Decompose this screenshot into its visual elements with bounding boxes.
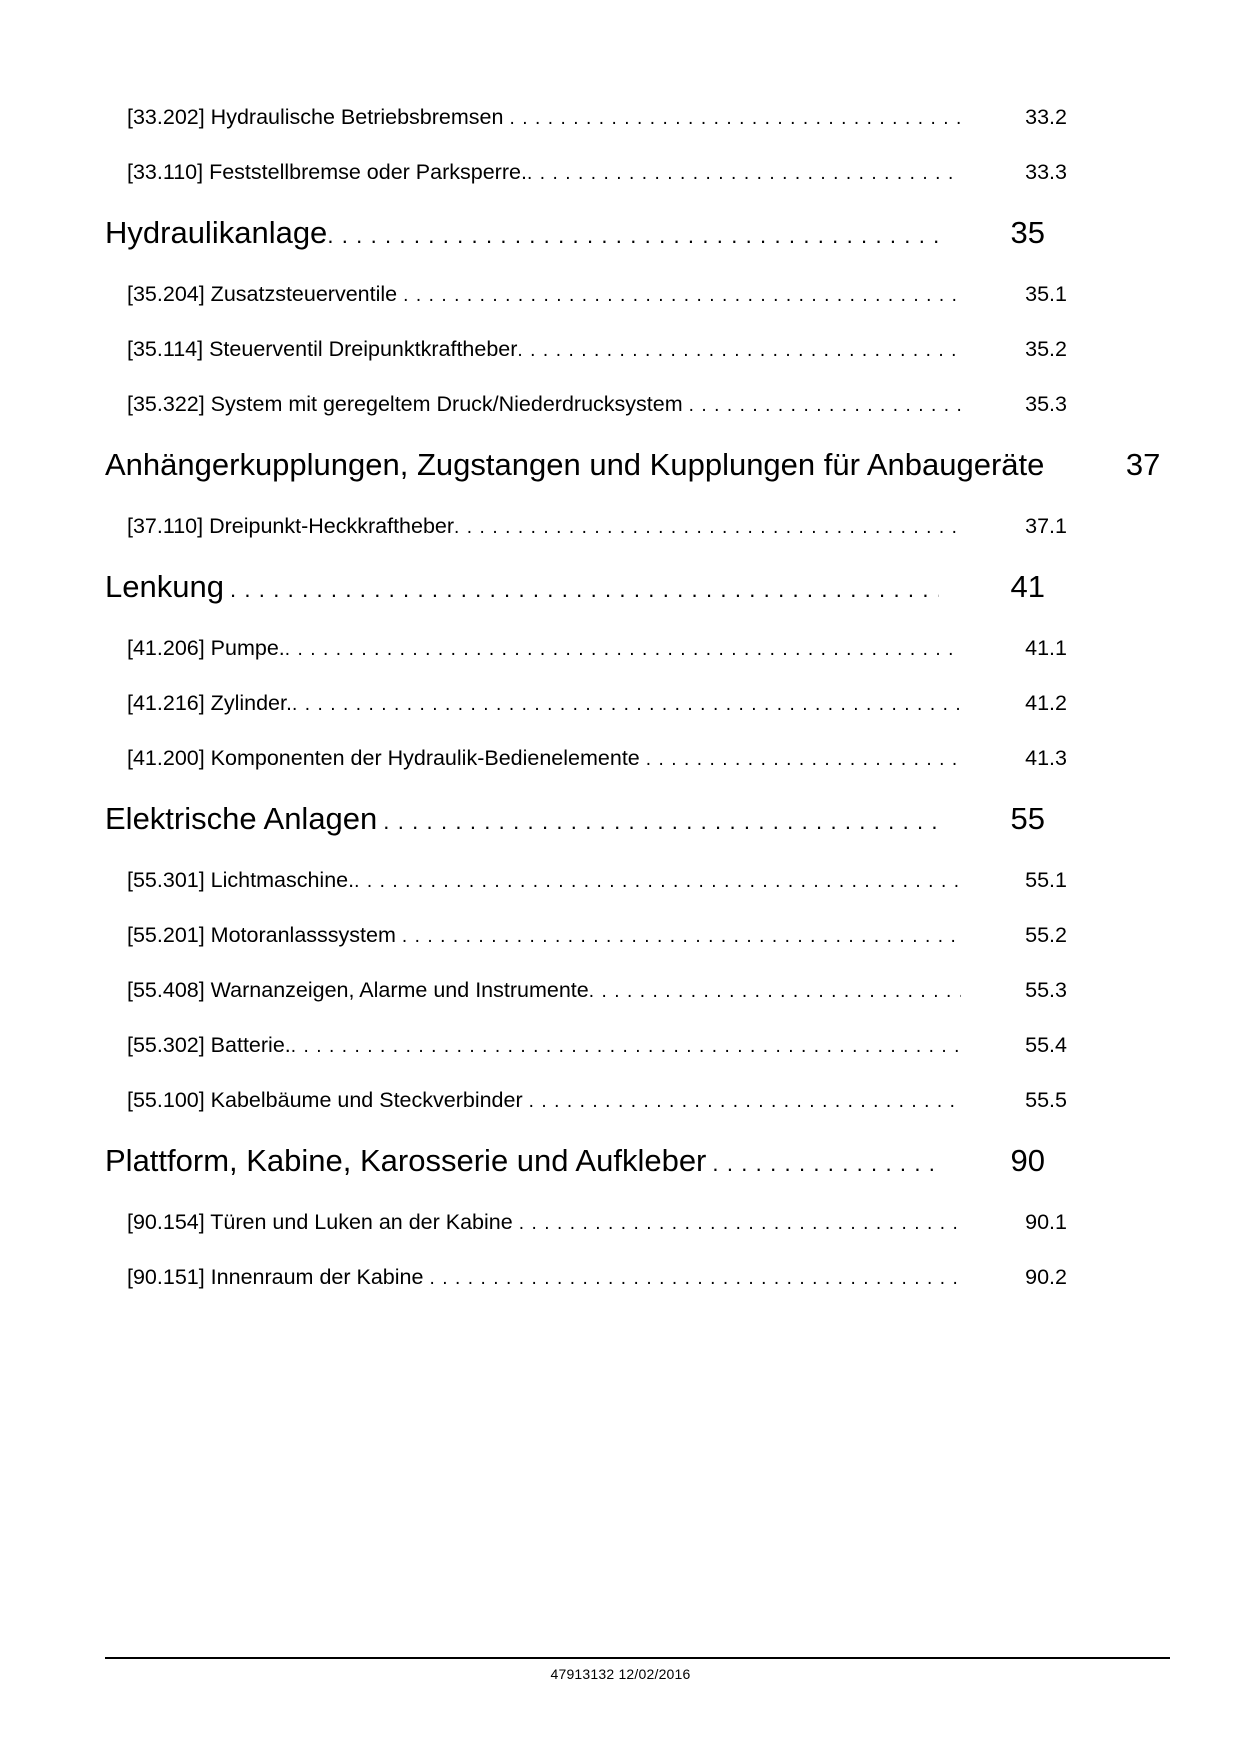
table-of-contents [105, 104, 1161, 1319]
toc-entry-page-number: 90.2 [1025, 1265, 1067, 1289]
toc-section-page-number: 37 [1125, 447, 1161, 482]
toc-entry-row[interactable] [105, 922, 1067, 948]
toc-entry-title: [33.110] Feststellbremse oder Parksperre. [127, 160, 527, 184]
toc-entry-title: [41.216] Zylinder. [127, 691, 292, 715]
dot-leader [292, 690, 961, 710]
toc-section-page-number: 90 [1010, 1143, 1045, 1178]
toc-entry-row[interactable] [105, 1264, 1067, 1290]
toc-section-title: Elektrische Anlagen [105, 801, 378, 836]
dot-leader [529, 1087, 961, 1107]
dot-leader [354, 867, 961, 887]
toc-section-page-number: 55 [1010, 801, 1045, 836]
toc-entry-row[interactable] [105, 159, 1067, 185]
dot-leader [689, 391, 961, 411]
toc-entry-title: [90.151] Innenraum der Kabine [127, 1265, 424, 1289]
toc-entry-row[interactable] [105, 104, 1067, 130]
toc-section-page-number: 35 [1010, 215, 1045, 250]
toc-entry-title: [37.110] Dreipunkt-Heckkraftheber [127, 514, 455, 538]
toc-entry-row[interactable] [105, 281, 1067, 307]
dot-leader [402, 922, 961, 942]
dot-leader [519, 1209, 961, 1229]
toc-entry-page-number: 37.1 [1025, 514, 1067, 538]
toc-entry-page-number: 55.5 [1025, 1088, 1067, 1112]
toc-entry-title: [33.202] Hydraulische Betriebsbremsen [127, 105, 504, 129]
toc-section-title: Anhängerkupplungen, Zugstangen und Kupplungen für Anbaugeräte [105, 447, 1045, 482]
dot-leader [712, 1143, 939, 1171]
footer-document-id: 47913132 12/02/2016 [550, 1666, 691, 1682]
toc-entry-row[interactable] [105, 745, 1067, 771]
dot-leader [291, 1032, 961, 1052]
toc-entry-title: [41.200] Komponenten der Hydraulik-Bedienelemente [127, 746, 640, 770]
toc-entry-page-number: 55.2 [1025, 923, 1067, 947]
dot-leader [327, 215, 939, 243]
toc-entry-title: [35.322] System mit geregeltem Druck/Niederdrucksystem [127, 392, 683, 416]
dot-leader [589, 977, 961, 997]
toc-entry-page-number: 55.4 [1025, 1033, 1067, 1057]
dot-leader [646, 745, 961, 765]
toc-entry-page-number: 33.3 [1025, 160, 1067, 184]
toc-entry-page-number: 41.2 [1025, 691, 1067, 715]
toc-section-title: Plattform, Kabine, Karosserie und Aufkleber [105, 1143, 707, 1178]
toc-entry-row[interactable] [105, 690, 1067, 716]
dot-leader [454, 513, 961, 533]
dot-leader [383, 801, 939, 829]
dot-leader [403, 281, 961, 301]
toc-entry-title: [55.408] Warnanzeigen, Alarme und Instrumente [127, 978, 589, 1002]
toc-entry-title: [90.154] Türen und Luken an der Kabine [127, 1210, 513, 1234]
toc-entry-page-number: 35.2 [1025, 337, 1067, 361]
dot-leader [517, 336, 961, 356]
toc-entry-row[interactable] [105, 1209, 1067, 1235]
toc-entry-title: [35.114] Steuerventil Dreipunktkraftheber [127, 337, 518, 361]
toc-entry-title: [55.201] Motoranlasssystem [127, 923, 396, 947]
toc-entry-row[interactable] [105, 1032, 1067, 1058]
toc-entry-page-number: 55.1 [1025, 868, 1067, 892]
toc-entry-title: [55.100] Kabelbäume und Steckverbinder [127, 1088, 523, 1112]
toc-entry-row[interactable] [105, 513, 1067, 539]
toc-entry-title: [55.302] Batterie. [127, 1033, 291, 1057]
dot-leader [509, 104, 961, 124]
dot-leader [527, 159, 961, 179]
dot-leader [429, 1264, 961, 1284]
toc-entry-title: [35.204] Zusatzsteuerventile [127, 282, 398, 306]
toc-section-page-number: 41 [1010, 569, 1045, 604]
toc-section-row[interactable] [105, 214, 1045, 252]
toc-section-title: Hydraulikanlage [105, 215, 328, 250]
toc-entry-row[interactable] [105, 977, 1067, 1003]
toc-section-row[interactable] [105, 800, 1045, 838]
toc-section-row[interactable] [105, 568, 1045, 606]
toc-entry-page-number: 41.3 [1025, 746, 1067, 770]
toc-section-title: Lenkung [105, 569, 224, 604]
toc-entry-title: [41.206] Pumpe. [127, 636, 285, 660]
dot-leader [285, 635, 961, 655]
toc-entry-page-number: 35.1 [1025, 282, 1067, 306]
dot-leader [230, 569, 939, 597]
toc-entry-page-number: 41.1 [1025, 636, 1067, 660]
toc-entry-page-number: 33.2 [1025, 105, 1067, 129]
footer-divider [105, 1657, 1170, 1659]
toc-section-row[interactable] [105, 446, 1161, 484]
toc-entry-page-number: 35.3 [1025, 392, 1067, 416]
dot-leader [1050, 447, 1054, 475]
toc-entry-row[interactable] [105, 635, 1067, 661]
toc-entry-row[interactable] [105, 867, 1067, 893]
toc-entry-row[interactable] [105, 391, 1067, 417]
toc-entry-page-number: 55.3 [1025, 978, 1067, 1002]
toc-entry-row[interactable] [105, 336, 1067, 362]
toc-entry-row[interactable] [105, 1087, 1067, 1113]
toc-entry-page-number: 90.1 [1025, 1210, 1067, 1234]
toc-entry-title: [55.301] Lichtmaschine. [127, 868, 355, 892]
toc-section-row[interactable] [105, 1142, 1045, 1180]
